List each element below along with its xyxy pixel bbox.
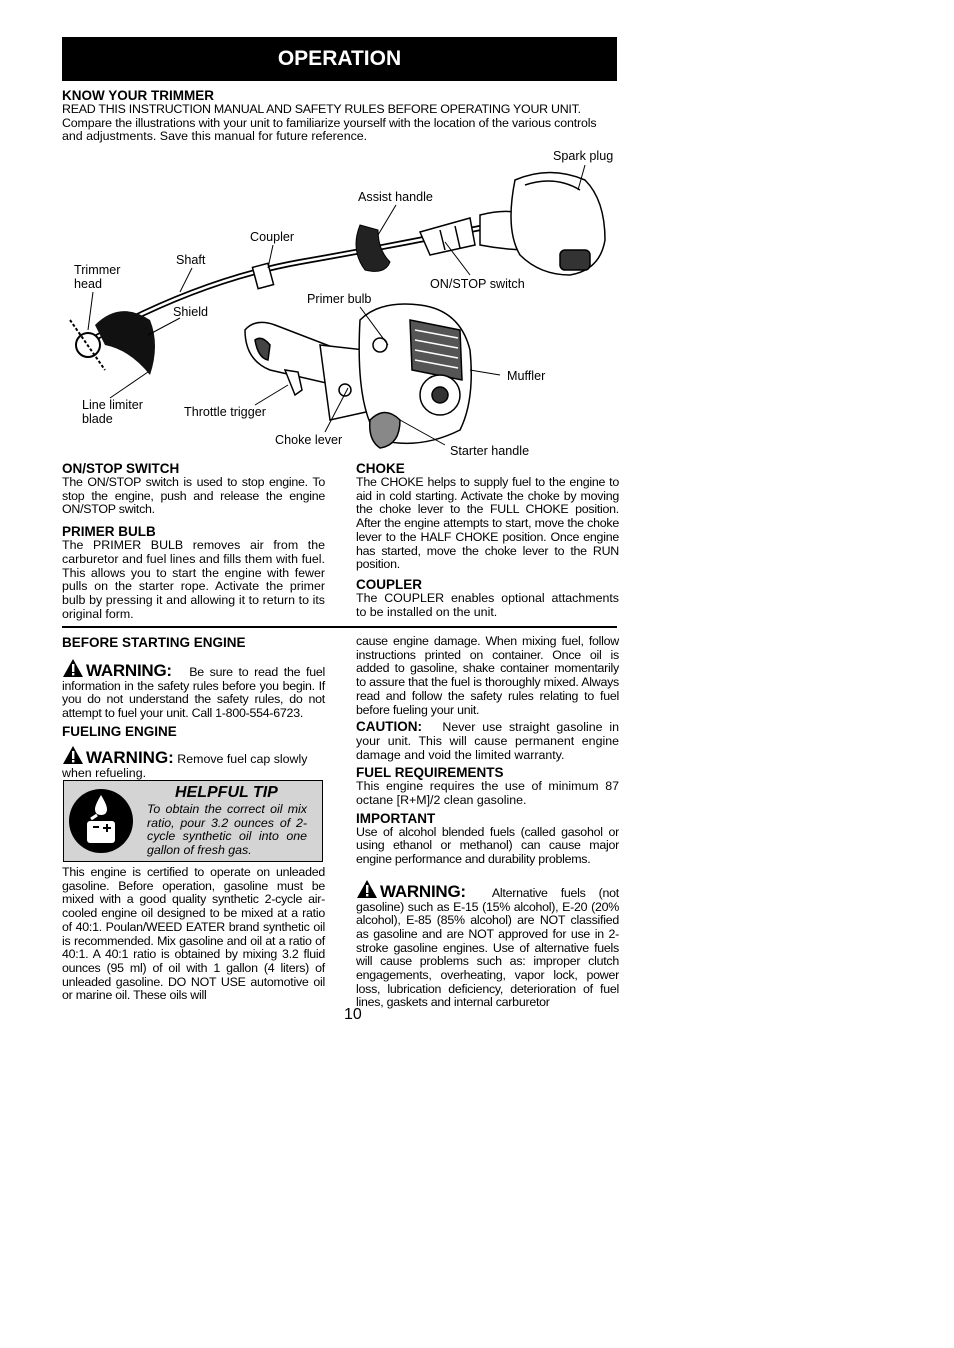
certified-text: This engine is certified to operate on unleaded gasoline. Before operation, gasoline must be mixed with a good quality synthetic 2-cycle air-cooled engine oil designed to be mixed at a ratio of 40:1. Poulan/WEED EATER brand synthetic oil is recommended. Mix gasoline and oil at a ratio of 40:1. A 40:1 ratio is obtained by mixing 3.2 fluid ounces (95 ml) of oil with 1 gallon (4 liters) of unleaded gasoline. DO NOT USE automotive oil or marine oil. These oils will: [62, 865, 325, 1003]
onstop-text: The ON/STOP switch is used to stop engine. To stop the engine, push and release the engine ON/STOP switch.: [62, 475, 325, 517]
caution-label: CAUTION:: [356, 719, 422, 735]
warning2-block: [62, 745, 325, 780]
helpful-tip-title: HELPFUL TIP: [175, 784, 278, 801]
warning1-label: WARNING:: [86, 661, 172, 680]
left-column-upper: [62, 461, 325, 621]
warning-triangle-icon: [356, 879, 378, 899]
label-primer-bulb: Primer bulb: [307, 292, 372, 306]
label-shield: Shield: [173, 305, 209, 319]
warning2-text: Remove fuel cap slowly when refueling.: [62, 751, 308, 780]
caution-text: Never use straight gasoline in your unit. This will cause permanent engine damage and void the limited warranty.: [356, 720, 620, 762]
helpful-tip-text: To obtain the correct oil mix ratio, pour 3.2 ounces of 2-cycle synthetic oil into one gallon of fresh gas.: [147, 802, 307, 858]
label-spark-plug: Spark plug: [553, 149, 614, 163]
label-muffler: Muffler: [507, 369, 546, 383]
label-trimmer-head: [74, 263, 120, 291]
primer-heading: PRIMER BULB: [62, 524, 156, 540]
warning3-block: [356, 879, 619, 1010]
primer-text: The PRIMER BULB removes air from the carburetor and fuel lines and fills them with fuel. This allows you to start the engine with fewer pulls on the starter rope. Activate the primer bulb by pressing it and allowing it to return to its original form.: [62, 538, 325, 621]
upper-engine-drawing: [420, 173, 605, 276]
label-choke-lever: Choke lever: [275, 433, 343, 447]
know-line1: READ THIS INSTRUCTION MANUAL AND SAFETY RULES BEFORE OPERATING YOUR UNIT.: [62, 102, 581, 116]
engine-block-drawing: [359, 304, 471, 448]
label-starter-handle: Starter handle: [450, 444, 530, 458]
page-title-banner: [62, 37, 617, 81]
before-heading: BEFORE STARTING ENGINE: [62, 635, 246, 650]
warning1-text: Be sure to read the fuel information in the safety rules before you begin. If you do not understand the safety rules, do not attempt to fuel your unit. Call 1-800-554-6723.: [62, 665, 325, 721]
choke-heading: CHOKE: [356, 461, 405, 476]
know-heading: KNOW YOUR TRIMMER: [62, 88, 214, 103]
warning1-block: [62, 658, 325, 721]
onstop-heading: ON/STOP SWITCH: [62, 461, 180, 476]
right-column-upper: [356, 461, 619, 619]
fuelreq-heading: FUEL REQUIREMENTS: [356, 765, 504, 781]
label-trimmer-head-line2: head: [74, 277, 103, 291]
label-trimmer-head-line1: Trimmer: [74, 263, 121, 277]
section-divider: [62, 626, 617, 628]
label-shaft: Shaft: [176, 253, 206, 267]
continued-text: cause engine damage. When mixing fuel, follow instructions printed on container. Once oil is added to gasoline, shake container momentarily to assure that the fuel is thoroughly mixed. Always read and follow the safety rules relating to fuel before fueling your unit.: [356, 634, 619, 717]
warning2-label: WARNING:: [86, 747, 174, 767]
coupler-heading: COUPLER: [356, 576, 423, 592]
left-column-lower: [62, 635, 325, 780]
warning3-label: WARNING:: [380, 881, 466, 901]
label-line-limiter-line2: blade: [82, 412, 113, 426]
label-line-limiter-line1: Line limiter: [82, 398, 143, 412]
label-assist-handle: Assist handle: [358, 190, 433, 204]
fuel-can-icon: [67, 787, 135, 855]
warning3-text: Alternative fuels (not gasoline) such as E-15 (15% alcohol), E-20 (20% alcohol), E-85 (85% alcohol) are NOT classified as gasoline and are NOT approved for use in 2-stroke gasoline engines. Use of alternative fuels will cause problems such as: improper clutch engagements, overheating, vapor lock, power loss, lubrication deficiency, deterioration of fuel lines, gaskets and internal carburetor: [356, 885, 620, 1010]
label-line-limiter: [82, 398, 143, 426]
page-title: OPERATION: [277, 47, 402, 70]
choke-text: The CHOKE helps to supply fuel to the engine to aid in cold starting. Activate the choke by moving the choke lever to the FULL CHOKE position. After the engine attempts to start, move the choke lever to the HALF CHOKE position. Once engine has started, move the choke lever to the RUN position.: [356, 475, 619, 572]
important-text: Use of alcohol blended fuels (called gasohol or using ethanol or methanol) can cause major engine performance and durability problems.: [356, 824, 619, 867]
right-column-lower: [356, 635, 619, 1010]
coupler-text: The COUPLER enables optional attachments to be installed on the unit.: [356, 590, 619, 619]
page-number: 10: [344, 1006, 362, 1023]
label-throttle-trigger: Throttle trigger: [184, 405, 266, 419]
fueling-heading: FUELING ENGINE: [62, 723, 177, 739]
warning-triangle-icon: [62, 658, 84, 678]
know-line3: and adjustments. Save this manual for future reference.: [62, 129, 368, 144]
know-intro: [62, 103, 619, 144]
fuelreq-text: This engine requires the use of minimum 87 octane [R+M]/2 clean gasoline.: [356, 779, 619, 808]
helpful-tip-box: [63, 780, 323, 862]
shield-drawing: [95, 311, 155, 375]
know-line2: Compare the illustrations with your unit to familiarize yourself with the location of the various controls: [62, 115, 597, 130]
label-coupler: Coupler: [250, 230, 295, 244]
important-heading: IMPORTANT: [356, 810, 436, 826]
label-on-stop-switch: ON/STOP switch: [430, 277, 525, 291]
caution-block: [356, 719, 619, 762]
warning-triangle-icon: [62, 745, 84, 765]
